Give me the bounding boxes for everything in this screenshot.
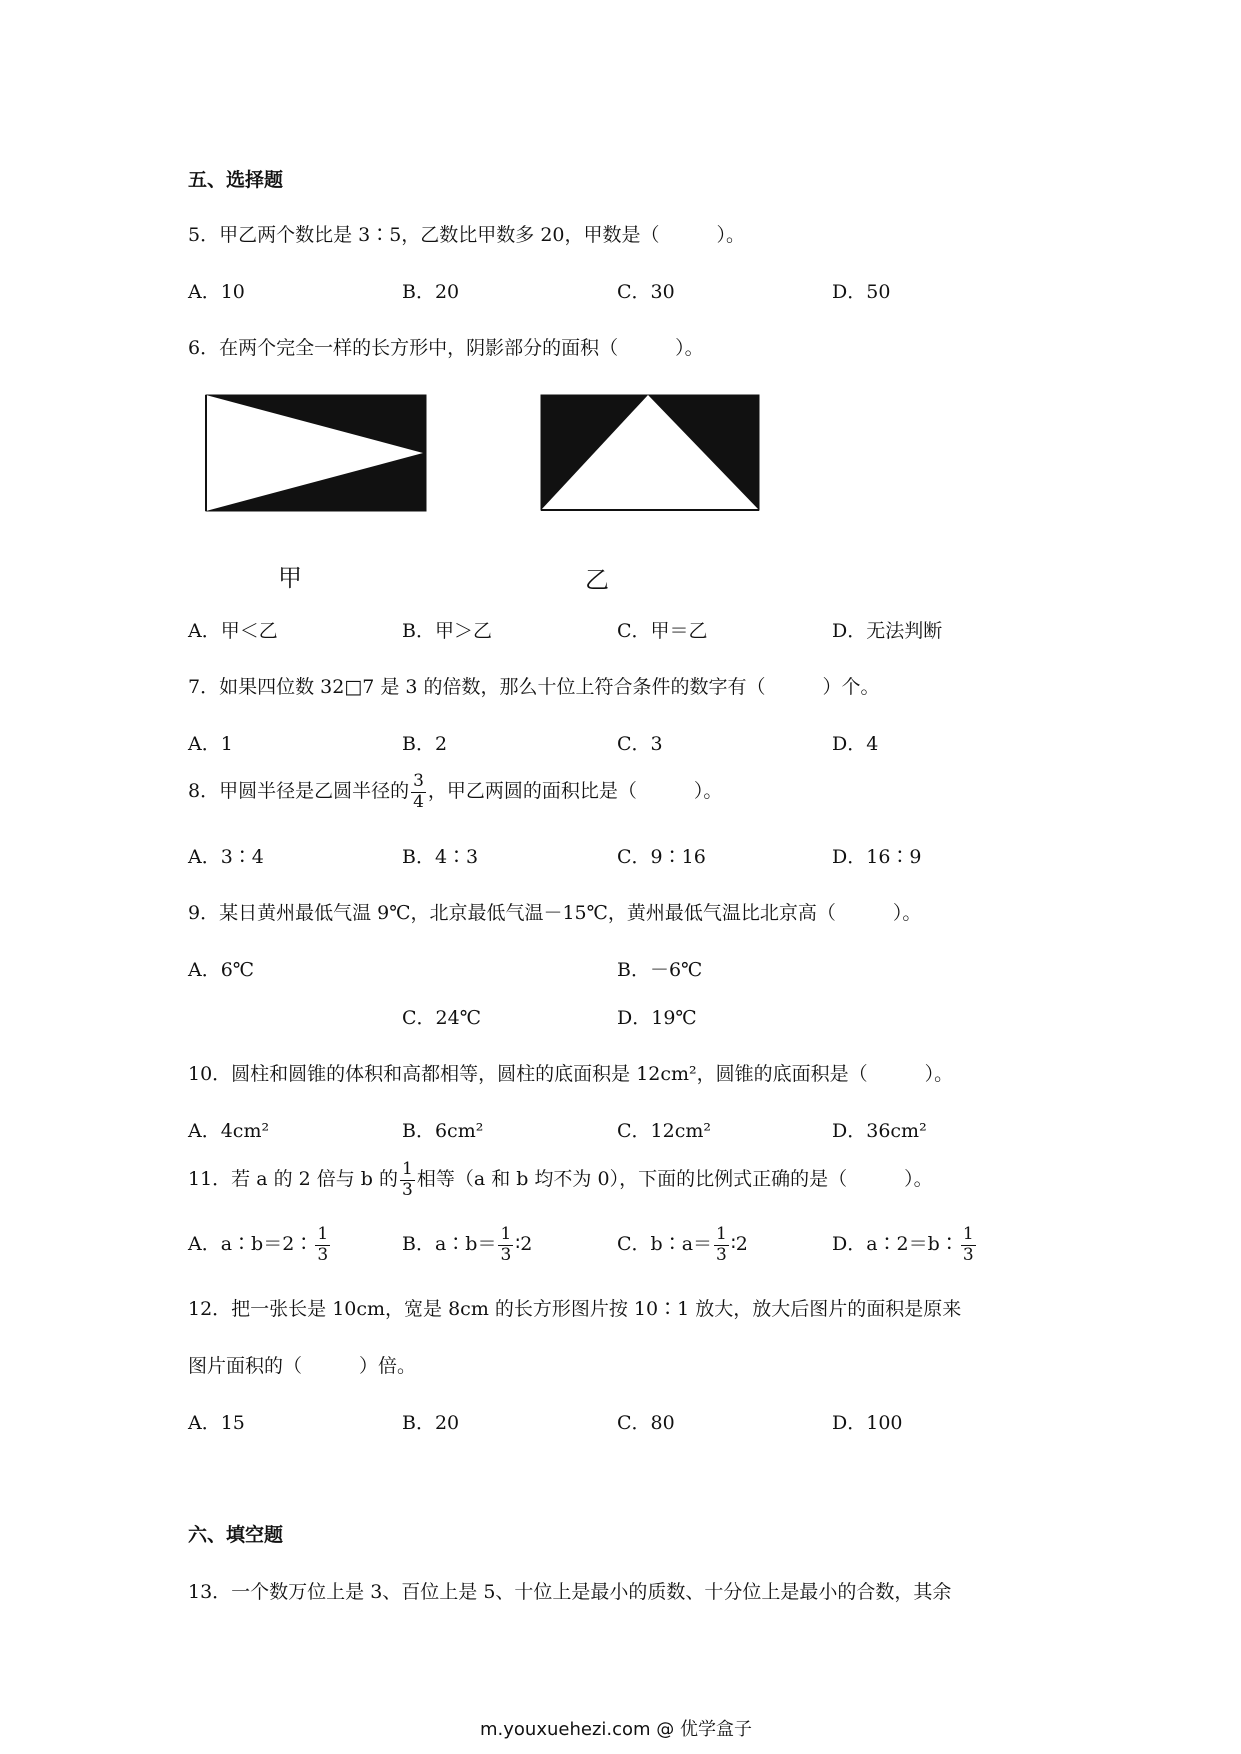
q5-option-d: D．50 xyxy=(832,281,891,303)
q5-option-c: C．30 xyxy=(617,281,675,303)
q8-fraction-numerator: 3 xyxy=(413,771,424,791)
q8-option-a: A．3∶4 xyxy=(188,846,264,868)
question-9: 9．某日黄州最低气温 9℃，北京最低气温－15℃，黄州最低气温比北京高（ ）。 xyxy=(188,902,922,924)
q10-option-c: C．12cm² xyxy=(617,1120,711,1142)
q9-option-b: B．－6℃ xyxy=(617,959,703,981)
q11-option-d-fraction xyxy=(961,1225,976,1265)
q11-option-b-suffix: ∶2 xyxy=(515,1233,533,1256)
q5-option-a: A．10 xyxy=(188,281,245,303)
question-8 xyxy=(188,772,722,812)
q11-fraction-denominator: 3 xyxy=(402,1179,413,1200)
q9-option-a: A．6℃ xyxy=(188,959,255,981)
q12-option-b: B．20 xyxy=(402,1412,460,1434)
q8-text-before: 8．甲圆半径是乙圆半径的 xyxy=(188,780,410,803)
q11-text-after: 相等（a 和 b 均不为 0），下面的比例式正确的是（ ）。 xyxy=(416,1168,933,1191)
q11-option-d-text: D．a∶2＝b∶ xyxy=(832,1233,959,1256)
q8-option-c: C．9∶16 xyxy=(617,846,706,868)
q8-text-after: ，甲乙两圆的面积比是（ ）。 xyxy=(427,780,723,803)
q11-option-c-text: C．b∶a＝ xyxy=(617,1233,713,1256)
q7-option-d: D．4 xyxy=(832,733,879,755)
q11-fraction xyxy=(400,1160,415,1200)
question-11 xyxy=(188,1160,933,1200)
q10-option-b: B．6cm² xyxy=(402,1120,484,1142)
q6-option-b: B．甲＞乙 xyxy=(402,620,492,642)
fraction-denominator: 3 xyxy=(317,1244,329,1265)
q9-option-d: D．19℃ xyxy=(617,1007,697,1029)
q11-option-b xyxy=(402,1225,532,1265)
q11-option-a-fraction xyxy=(315,1225,330,1265)
section-title-choice: 五、选择题 xyxy=(188,169,284,191)
question-13: 13．一个数万位上是 3、百位上是 5、十位上是最小的质数、十分位上是最小的合数，其余 xyxy=(188,1581,952,1603)
fraction-denominator: 3 xyxy=(500,1244,512,1265)
q10-option-a: A．4cm² xyxy=(188,1120,270,1142)
question-12-line-1: 12．把一张长是 10cm，宽是 8cm 的长方形图片按 10∶1 放大，放大后图片的面积是原来 xyxy=(188,1298,962,1320)
q11-option-c-fraction xyxy=(714,1225,729,1265)
figure-jia xyxy=(205,394,427,512)
q6-option-a: A．甲＜乙 xyxy=(188,620,278,642)
q9-option-c: C．24℃ xyxy=(402,1007,481,1029)
question-5: 5．甲乙两个数比是 3∶5，乙数比甲数多 20，甲数是（ ）。 xyxy=(188,224,746,246)
q8-fraction xyxy=(411,772,426,812)
figure-jia-label: 甲 xyxy=(278,564,302,592)
q11-option-d xyxy=(832,1225,978,1265)
q12-option-d: D．100 xyxy=(832,1412,903,1434)
question-6: 6．在两个完全一样的长方形中，阴影部分的面积（ ）。 xyxy=(188,337,704,359)
question-7: 7．如果四位数 32□7 是 3 的倍数，那么十位上符合条件的数字有（ ）个。 xyxy=(188,676,880,698)
q7-option-c: C．3 xyxy=(617,733,663,755)
q11-option-a xyxy=(188,1225,332,1265)
q11-option-c-suffix: ∶2 xyxy=(730,1233,748,1256)
q7-option-b: B．2 xyxy=(402,733,448,755)
fraction-denominator: 3 xyxy=(716,1244,727,1265)
q7-option-a: A．1 xyxy=(188,733,233,755)
q6-option-d: D．无法判断 xyxy=(832,620,943,642)
q6-option-c: C．甲＝乙 xyxy=(617,620,708,642)
footer-watermark: m.youxuehezi.com @ 优学盒子 xyxy=(480,1719,753,1740)
q10-option-d: D．36cm² xyxy=(832,1120,927,1142)
fraction-numerator: 1 xyxy=(962,1224,974,1244)
q11-option-c xyxy=(617,1225,748,1265)
q8-option-d: D．16∶9 xyxy=(832,846,922,868)
question-10: 10．圆柱和圆锥的体积和高都相等，圆柱的底面积是 12cm²，圆锥的底面积是（ ）。 xyxy=(188,1063,954,1085)
question-12-line-2: 图片面积的（ ）倍。 xyxy=(188,1355,417,1377)
q8-fraction-denominator: 4 xyxy=(413,791,424,812)
q12-option-a: A．15 xyxy=(188,1412,245,1434)
fraction-numerator: 1 xyxy=(716,1224,727,1244)
q8-option-b: B．4∶3 xyxy=(402,846,479,868)
q11-option-a-text: A．a∶b＝2∶ xyxy=(188,1233,314,1256)
fraction-numerator: 1 xyxy=(500,1224,512,1244)
q5-option-b: B．20 xyxy=(402,281,460,303)
q11-fraction-numerator: 1 xyxy=(402,1159,413,1179)
fraction-denominator: 3 xyxy=(962,1244,974,1265)
q11-option-b-fraction xyxy=(498,1225,513,1265)
q11-text-before: 11．若 a 的 2 倍与 b 的 xyxy=(188,1168,398,1191)
fraction-numerator: 1 xyxy=(317,1224,329,1244)
q12-option-c: C．80 xyxy=(617,1412,675,1434)
q11-option-b-text: B．a∶b＝ xyxy=(402,1233,497,1256)
figure-yi xyxy=(540,392,760,512)
figure-yi-label: 乙 xyxy=(585,566,609,594)
section-title-fill-in: 六、填空题 xyxy=(188,1524,284,1546)
